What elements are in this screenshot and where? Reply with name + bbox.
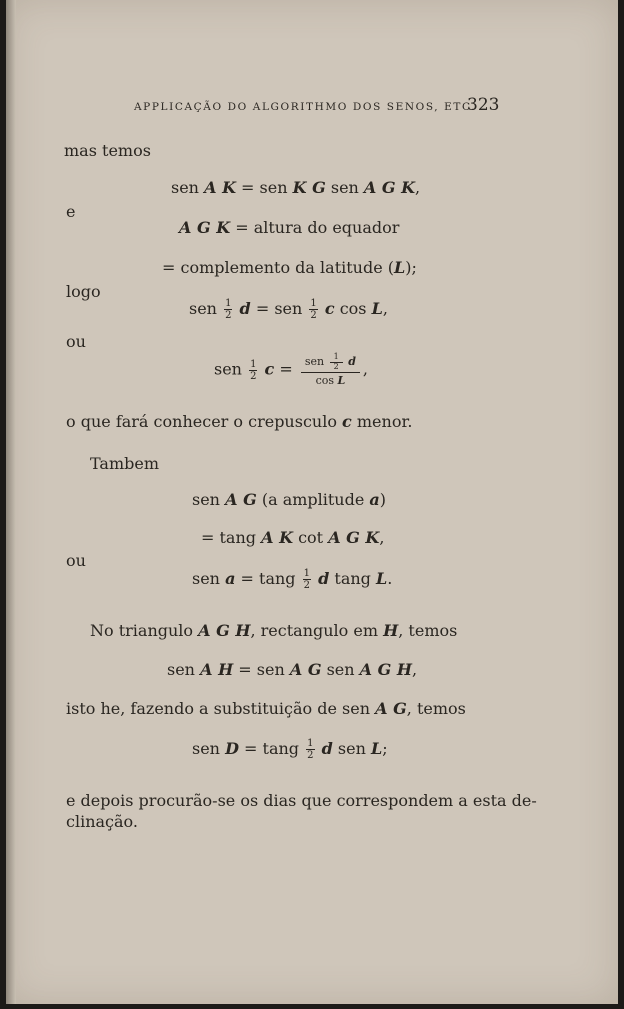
connector-ou-1: ou — [66, 332, 86, 351]
text-line-3: Tambem — [90, 454, 160, 473]
equation-4: sen $\frac{1}{2}$ d = sen $\frac{1}{2}$ c cos L, — [189, 298, 388, 321]
connector-ou-2: ou — [66, 551, 86, 570]
text-line-7: clinação. — [66, 812, 138, 831]
text-line-6: e depois procurão-se os dias que correspondem a esta de- — [66, 791, 537, 810]
equation-2: A G K = altura do equador — [179, 218, 400, 237]
running-title: APPLICAÇÃO DO ALGORITHMO DOS SENOS, ETC. — [134, 101, 477, 113]
equation-7: = tang A K cot A G K, — [201, 528, 385, 547]
connector-e: e — [66, 202, 76, 221]
text-line-2: o que fará conhecer o crepusculo c menor. — [66, 412, 413, 431]
page-gutter — [6, 0, 16, 1004]
equation-8: sen a = tang $\frac{1}{2}$ d tang L. — [192, 568, 393, 591]
equation-3: = complemento da latitude (L); — [162, 258, 417, 277]
equation-5: sen $\frac{1}{2}$ c = sen $\frac{1}{2}$ d cos L , — [214, 352, 369, 387]
book-page — [6, 0, 618, 1004]
text-line-1: mas temos — [64, 141, 151, 160]
equation-10: sen D = tang $\frac{1}{2}$ d sen L; — [192, 738, 388, 761]
equation-1: sen A K = sen K G sen A G K, — [171, 178, 421, 197]
text-line-5: isto he, fazendo a substituição de sen A G, temos — [66, 699, 466, 718]
equation-9: sen A H = sen A G sen A G H, — [167, 660, 418, 679]
page-number: 323 — [467, 95, 500, 115]
connector-logo: logo — [66, 282, 101, 301]
equation-6: sen A G (a amplitude a) — [192, 490, 387, 509]
text-line-4: No triangulo A G H, rectangulo em H, temos — [90, 621, 458, 640]
